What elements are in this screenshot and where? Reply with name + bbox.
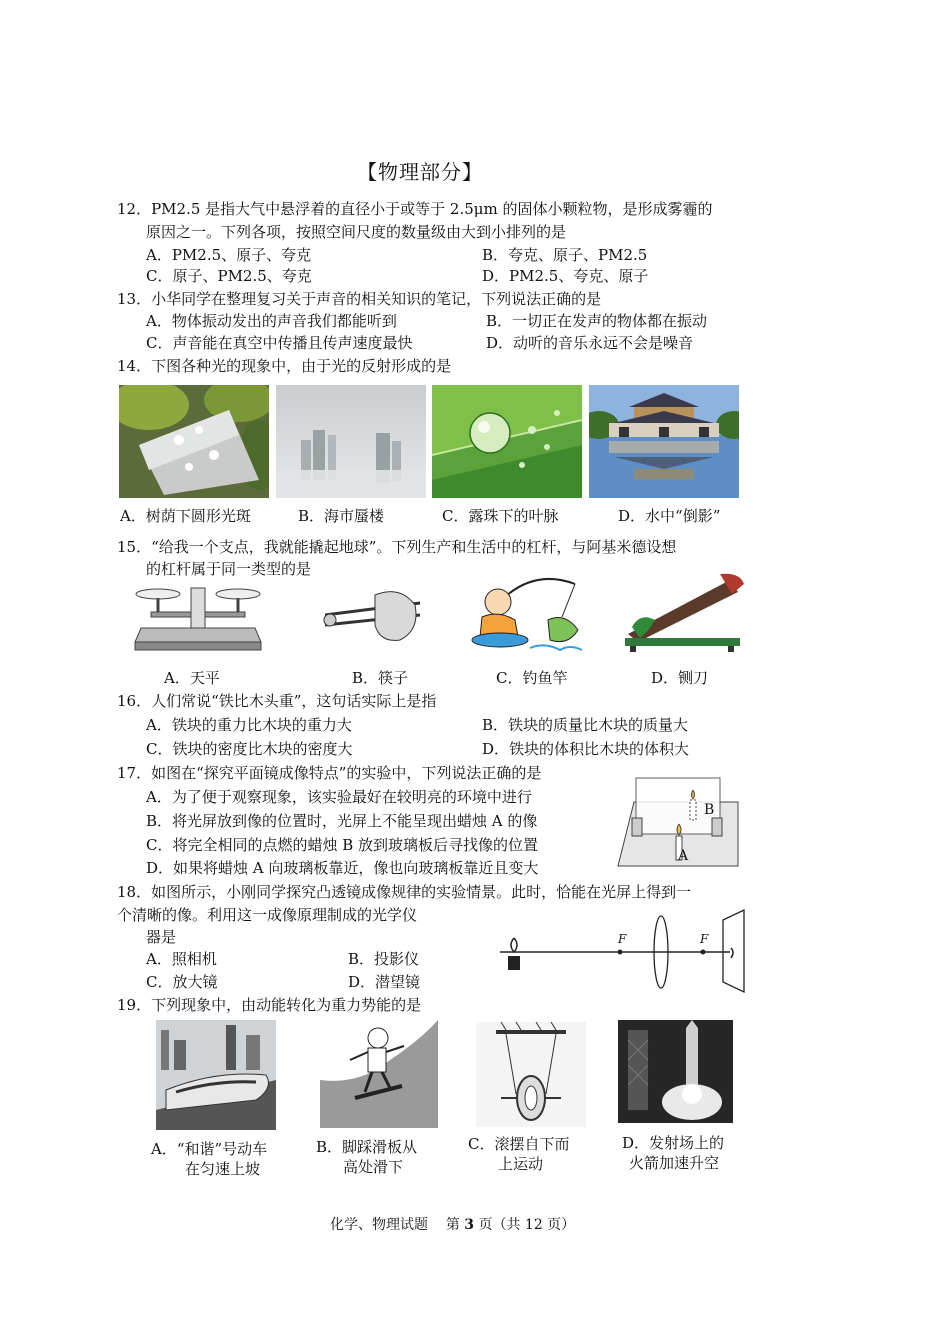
- q14-stem: 14．下图各种光的现象中，由于光的反射形成的是: [117, 357, 452, 375]
- tree-shade-light-spot-photo: [119, 385, 269, 498]
- q15-stem-line2: 的杠杆属于同一类型的是: [146, 560, 312, 578]
- q18-stem-line2: 个清晰的像。利用这一成像原理制成的光学仪: [117, 906, 418, 924]
- q16-stem: 16．人们常说“铁比木头重”，这句话实际上是指: [117, 692, 437, 710]
- q19-caption-a-line2: 在匀速上坡: [185, 1160, 261, 1178]
- q13-option-a: A．物体振动发出的声音我们都能听到: [146, 312, 397, 330]
- q18-option-a: A．照相机: [146, 950, 217, 968]
- q19-stem: 19．下列现象中，由动能转化为重力势能的是: [117, 996, 422, 1014]
- q12-option-b: B．夸克、原子、PM2.5: [482, 246, 648, 264]
- skateboard-drawing: [320, 1020, 438, 1128]
- footer-page-number: 3: [464, 1217, 475, 1233]
- q16-option-b: B．铁块的质量比木块的质量大: [482, 716, 689, 734]
- maxwell-wheel-drawing: [476, 1022, 586, 1127]
- q16-option-a: A．铁块的重力比木块的重力大: [146, 716, 352, 734]
- q12-option-d: D．PM2.5、夸克、原子: [482, 267, 649, 285]
- q17-option-b: B．将光屏放到像的位置时，光屏上不能呈现出蜡烛 A 的像: [146, 812, 538, 830]
- q18-stem-line1: 18．如图所示，小刚同学探究凸透镜成像规律的实验情景。此时，恰能在光屏上得到一: [117, 883, 692, 901]
- q19-caption-a-line1: A．“和谐”号动车: [151, 1140, 268, 1158]
- q17-option-d: D．如果将蜡烛 A 向玻璃板靠近，像也向玻璃板靠近且变大: [146, 859, 539, 877]
- q18-option-d: D．潜望镜: [348, 973, 421, 991]
- dewdrop-leaf-photo: [432, 385, 582, 498]
- q17-stem: 17．如图在“探究平面镜成像特点”的实验中，下列说法正确的是: [117, 764, 542, 782]
- q19-caption-c-line1: C．滚摆自下而: [468, 1135, 570, 1153]
- q19-caption-b-line2: 高处滑下: [343, 1158, 404, 1176]
- q15-caption-b: B．筷子: [352, 669, 409, 687]
- section-title: 【物理部分】: [357, 160, 483, 184]
- q19-caption-d-line1: D．发射场上的: [622, 1134, 725, 1152]
- candle-a-label: A: [678, 848, 689, 864]
- q17-option-c: C．将完全相同的点燃的蜡烛 B 放到玻璃板后寻找像的位置: [146, 836, 539, 854]
- q14-caption-d: D．水中“倒影”: [618, 507, 721, 525]
- q19-caption-b-line1: B．脚踩滑板从: [316, 1138, 418, 1156]
- page-footer: [330, 1214, 575, 1234]
- q19-caption-d-line2: 火箭加速升空: [629, 1154, 720, 1172]
- q15-caption-c: C．钓鱼竿: [496, 669, 568, 687]
- footer-page-suffix: 页（共 12 页）: [478, 1217, 576, 1233]
- q16-option-d: D．铁块的体积比木块的体积大: [482, 740, 690, 758]
- q12-option-a: A．PM2.5、原子、夸克: [146, 246, 312, 264]
- footer-subject: 化学、物理试题: [330, 1217, 428, 1233]
- q16-option-c: C．铁块的密度比木块的密度大: [146, 740, 353, 758]
- q13-option-d: D．动听的音乐永远不会是噪音: [486, 334, 694, 352]
- q13-option-b: B．一切正在发声的物体都在振动: [486, 312, 708, 330]
- q18-option-c: C．放大镜: [146, 973, 218, 991]
- bullet-train-photo: [156, 1020, 276, 1130]
- q12-stem-line2: 原因之一。下列各项，按照空间尺度的数量级由大到小排列的是: [146, 223, 567, 241]
- focus-label-right: F: [700, 932, 709, 946]
- q13-option-c: C．声音能在真空中传播且传声速度最快: [146, 334, 413, 352]
- q14-caption-a: A．树荫下圆形光斑: [120, 507, 251, 525]
- q14-caption-b: B．海市蜃楼: [298, 507, 385, 525]
- q15-caption-d: D．铡刀: [651, 669, 709, 687]
- mirage-photo: [276, 385, 426, 498]
- q17-option-a: A．为了便于观察现象，该实验最好在较明亮的环境中进行: [146, 788, 532, 806]
- guillotine-cutter-drawing: [620, 572, 745, 652]
- chopsticks-drawing: [320, 585, 425, 645]
- focus-label-left: F: [618, 932, 627, 946]
- q12-option-c: C．原子、PM2.5、夸克: [146, 267, 312, 285]
- convex-lens-setup-diagram: [498, 908, 748, 994]
- plane-mirror-experiment-diagram: [612, 768, 744, 870]
- q14-caption-c: C．露珠下的叶脉: [442, 507, 559, 525]
- footer-page-prefix: 第: [445, 1217, 460, 1233]
- q15-caption-a: A．天平: [164, 669, 220, 687]
- q18-option-b: B．投影仪: [348, 950, 420, 968]
- balance-scale-drawing: [133, 580, 263, 652]
- q18-stem-line3: 器是: [146, 928, 177, 946]
- q15-stem-line1: 15．“给我一个支点，我就能撬起地球”。下列生产和生活中的杠杆，与阿基米德设想: [117, 538, 677, 556]
- q19-caption-c-line2: 上运动: [498, 1155, 544, 1173]
- fishing-rod-drawing: [470, 572, 582, 654]
- candle-b-label: B: [704, 802, 715, 818]
- rocket-launch-photo: [618, 1020, 733, 1123]
- water-reflection-photo: [589, 385, 739, 498]
- q12-stem-line1: 12．PM2.5 是指大气中悬浮着的直径小于或等于 2.5μm 的固体小颗粒物，是形成雾霾的: [117, 200, 713, 218]
- q13-stem: 13．小华同学在整理复习关于声音的相关知识的笔记，下列说法正确的是: [117, 290, 602, 308]
